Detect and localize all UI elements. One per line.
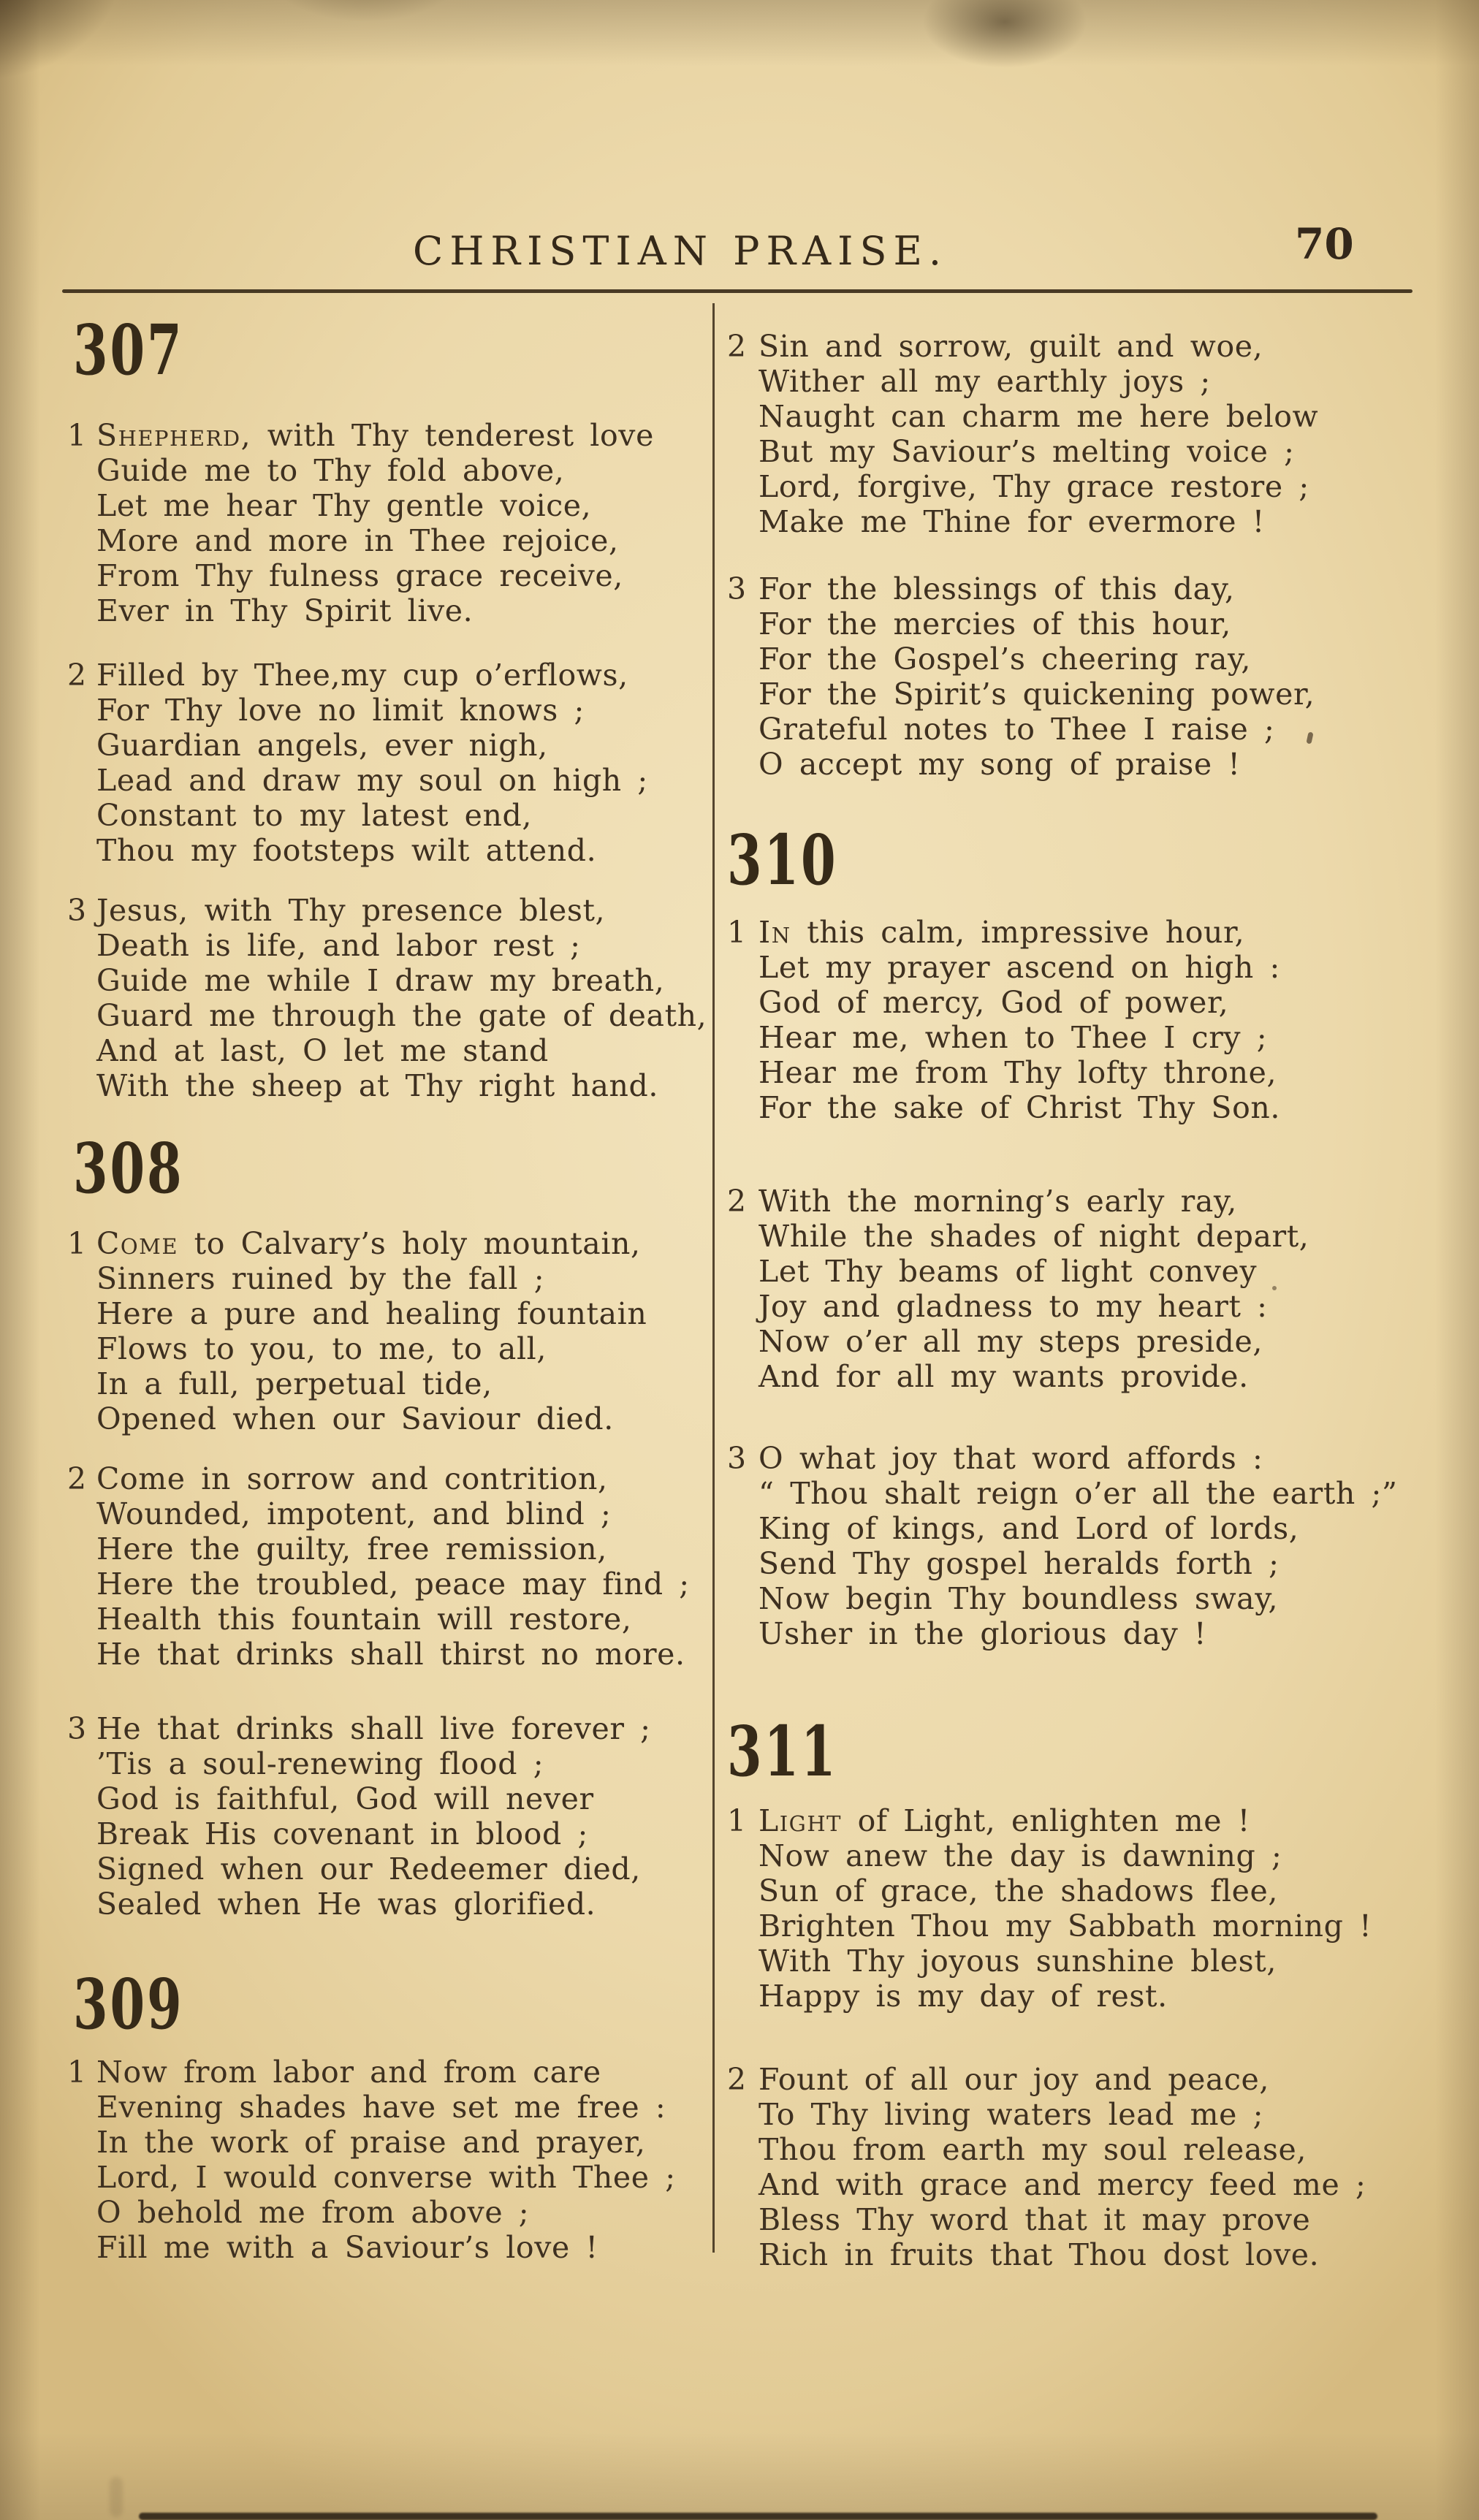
lead-word: Shepherd,: [96, 418, 252, 453]
stanza: [67, 418, 710, 628]
stanza-number: 1: [67, 1226, 87, 1261]
column-divider: [712, 303, 715, 2253]
stanza-line: To Thy living waters lead me ;: [758, 2097, 1264, 2132]
stanza: [727, 329, 1449, 539]
stanza-line: For the blessings of this day,: [758, 571, 1235, 606]
stanza-line: Now anew the day is dawning ;: [758, 1838, 1282, 1873]
stanza-number: 1: [67, 2055, 87, 2090]
stanza-line: Guardian angels, ever nigh,: [96, 728, 548, 763]
stanza-line: In a full, perpetual tide,: [96, 1366, 493, 1401]
page-title: CHRISTIAN PRAISE.: [413, 228, 948, 274]
stanza-line: With the sheep at Thy right hand.: [96, 1068, 658, 1103]
stanza-line: Here the troubled, peace may find ;: [96, 1567, 690, 1602]
stanza-line: Sin and sorrow, guilt and woe,: [758, 329, 1263, 364]
stanza-line: “ Thou shalt reign o’er all the earth ;”: [758, 1476, 1398, 1511]
stanza-line: Send Thy gospel heralds forth ;: [758, 1546, 1280, 1581]
scan-edge-band: [139, 2513, 1377, 2520]
paper-stain: [110, 2477, 123, 2517]
stanza-line: O behold me from above ;: [96, 2195, 530, 2230]
stanza: [67, 1226, 710, 1436]
stanza-line: Death is life, and labor rest ;: [96, 928, 581, 963]
stanza-line: Guide me while I draw my breath,: [96, 963, 665, 998]
stanza-line: Come in sorrow and contrition,: [96, 1461, 608, 1496]
stanza: [727, 2062, 1449, 2272]
stanza-line: Ever in Thy Spirit live.: [96, 593, 474, 628]
stanza-line: More and more in Thee rejoice,: [96, 523, 619, 558]
header-rule: [62, 289, 1413, 293]
stanza-line: He that drinks shall live forever ;: [96, 1711, 651, 1746]
stanza-line: Naught can charm me here below: [758, 399, 1319, 434]
stanza-line: Let my prayer ascend on high :: [758, 950, 1280, 985]
stanza-line: Guard me through the gate of death,: [96, 998, 707, 1033]
stanza-line: Now begin Thy boundless sway,: [758, 1581, 1279, 1616]
left-column: [67, 310, 710, 2265]
stanza-line: Fill me with a Saviour’s love !: [96, 2230, 598, 2265]
stanza-line: For Thy love no limit knows ;: [96, 693, 585, 728]
stanza-number: 3: [727, 571, 747, 606]
stanza-line: Guide me to Thy fold above,: [96, 453, 565, 488]
stanza: [67, 658, 710, 868]
stanza-number: 1: [727, 1803, 747, 1838]
stanza-line: Here the guilty, free remission,: [96, 1531, 607, 1567]
stanza-line: Light of Light, enlighten me !: [758, 1803, 1250, 1838]
hymn-number-307: 307: [73, 310, 184, 391]
stanza-line: Sun of grace, the shadows flee,: [758, 1873, 1279, 1908]
stanza-line: O what joy that word affords :: [758, 1441, 1263, 1476]
stanza: [67, 1461, 710, 1672]
stanza-line: Make me Thine for evermore !: [758, 504, 1265, 539]
lead-word: Come: [96, 1226, 179, 1261]
stanza-line: Lead and draw my soul on high ;: [96, 763, 648, 798]
stanza-line: Here a pure and healing fountain: [96, 1296, 647, 1331]
stanza-line: Let me hear Thy gentle voice,: [96, 488, 592, 523]
stanza-number: 3: [67, 893, 87, 928]
stanza-line: Wither all my earthly joys ;: [758, 364, 1211, 399]
stanza-line: Let Thy beams of light convey: [758, 1254, 1258, 1289]
right-column: [726, 329, 1449, 2272]
hymn-number-311: 311: [727, 1711, 838, 1792]
stanza-line: Constant to my latest end,: [96, 798, 532, 833]
stanza-line: Grateful notes to Thee I raise ;: [758, 712, 1275, 747]
page-number: 70: [1295, 219, 1354, 269]
stanza: [727, 1441, 1449, 1651]
lead-word: In: [758, 915, 791, 950]
stanza-number: 2: [67, 658, 87, 693]
stanza-line: King of kings, and Lord of lords,: [758, 1511, 1299, 1546]
stanza-line: Jesus, with Thy presence blest,: [96, 893, 606, 928]
stanza-line: Rich in fruits that Thou dost love.: [758, 2237, 1320, 2272]
stanza-line: With the morning’s early ray,: [758, 1184, 1237, 1219]
stanza-line: God of mercy, God of power,: [758, 985, 1229, 1020]
stanza: [727, 1803, 1449, 2014]
stanza-line: Evening shades have set me free :: [96, 2090, 666, 2125]
stanza-number: 3: [67, 1711, 87, 1746]
stanza-line: Filled by Thee,my cup o’erflows,: [96, 658, 628, 693]
stanza-line: In this calm, impressive hour,: [758, 915, 1245, 950]
stanza-line: For the mercies of this hour,: [758, 606, 1231, 642]
hymn-number-308: 308: [73, 1128, 184, 1209]
stanza-line: Lord, forgive, Thy grace restore ;: [758, 469, 1309, 504]
stanza-line: Lord, I would converse with Thee ;: [96, 2160, 676, 2195]
stanza-line: With Thy joyous sunshine blest,: [758, 1944, 1277, 1979]
stanza-line: Signed when our Redeemer died,: [96, 1851, 641, 1887]
stanza-line: Sealed when He was glorified.: [96, 1887, 596, 1922]
stanza-line: Health this fountain will restore,: [96, 1602, 632, 1637]
stanza-line: God is faithful, God will never: [96, 1781, 594, 1816]
stanza-number: 1: [727, 915, 747, 950]
stanza-line: O accept my song of praise !: [758, 747, 1241, 782]
stanza: [67, 2055, 710, 2265]
stanza-line: And at last, O let me stand: [96, 1033, 549, 1068]
stanza-line: Bless Thy word that it may prove: [758, 2202, 1311, 2237]
stanza-line: Usher in the glorious day !: [758, 1616, 1207, 1651]
ink-speck: [1272, 1286, 1277, 1290]
stanza-line: ’Tis a soul-renewing flood ;: [96, 1746, 544, 1781]
stanza-number: 2: [67, 1461, 87, 1496]
stanza-number: 1: [67, 418, 87, 453]
stanza: [67, 1711, 710, 1922]
stanza-line: While the shades of night depart,: [758, 1219, 1309, 1254]
stanza-line: Come to Calvary’s holy mountain,: [96, 1226, 641, 1261]
stanza-line: And with grace and mercy feed me ;: [758, 2167, 1366, 2202]
stanza-line: From Thy fulness grace receive,: [96, 558, 623, 593]
stanza-line: Wounded, impotent, and blind ;: [96, 1496, 612, 1531]
stanza: [67, 893, 710, 1103]
stanza-line: Opened when our Saviour died.: [96, 1401, 614, 1436]
stanza-number: 2: [727, 329, 747, 364]
hymn-number-309: 309: [73, 1964, 184, 2045]
stanza-line: Hear me, when to Thee I cry ;: [758, 1020, 1268, 1055]
stanza-line: In the work of praise and prayer,: [96, 2125, 646, 2160]
stanza-line: For the Gospel’s cheering ray,: [758, 642, 1251, 677]
stanza-number: 3: [727, 1441, 747, 1476]
stanza-line: Thou from earth my soul release,: [758, 2132, 1307, 2167]
stanza-line: Shepherd, with Thy tenderest love: [96, 418, 654, 453]
stanza-line: Joy and gladness to my heart :: [758, 1289, 1268, 1324]
lead-word: Light: [758, 1803, 842, 1838]
stanza-line: Flows to you, to me, to all,: [96, 1331, 547, 1366]
stanza-line: For the sake of Christ Thy Son.: [758, 1090, 1281, 1125]
stanza: [727, 915, 1449, 1125]
stanza-number: 2: [727, 1184, 747, 1219]
stanza-line: He that drinks shall thirst no more.: [96, 1637, 685, 1672]
stanza-line: Thou my footsteps wilt attend.: [96, 833, 597, 868]
stanza-line: For the Spirit’s quickening power,: [758, 677, 1315, 712]
stanza-line: Brighten Thou my Sabbath morning !: [758, 1908, 1372, 1944]
stanza-line: Hear me from Thy lofty throne,: [758, 1055, 1277, 1090]
stanza-line: Sinners ruined by the fall ;: [96, 1261, 545, 1296]
stanza-line: Fount of all our joy and peace,: [758, 2062, 1270, 2097]
stanza-line: But my Saviour’s melting voice ;: [758, 434, 1295, 469]
stanza-number: 2: [727, 2062, 747, 2097]
stanza: [727, 1184, 1449, 1394]
stanza-line: Now o’er all my steps preside,: [758, 1324, 1263, 1359]
stanza-line: Break His covenant in blood ;: [96, 1816, 588, 1851]
stanza: [727, 571, 1449, 782]
hymn-number-310: 310: [727, 820, 838, 901]
stanza-line: Happy is my day of rest.: [758, 1979, 1168, 2014]
stanza-line: And for all my wants provide.: [758, 1359, 1249, 1394]
stanza-line: Now from labor and from care: [96, 2055, 601, 2090]
